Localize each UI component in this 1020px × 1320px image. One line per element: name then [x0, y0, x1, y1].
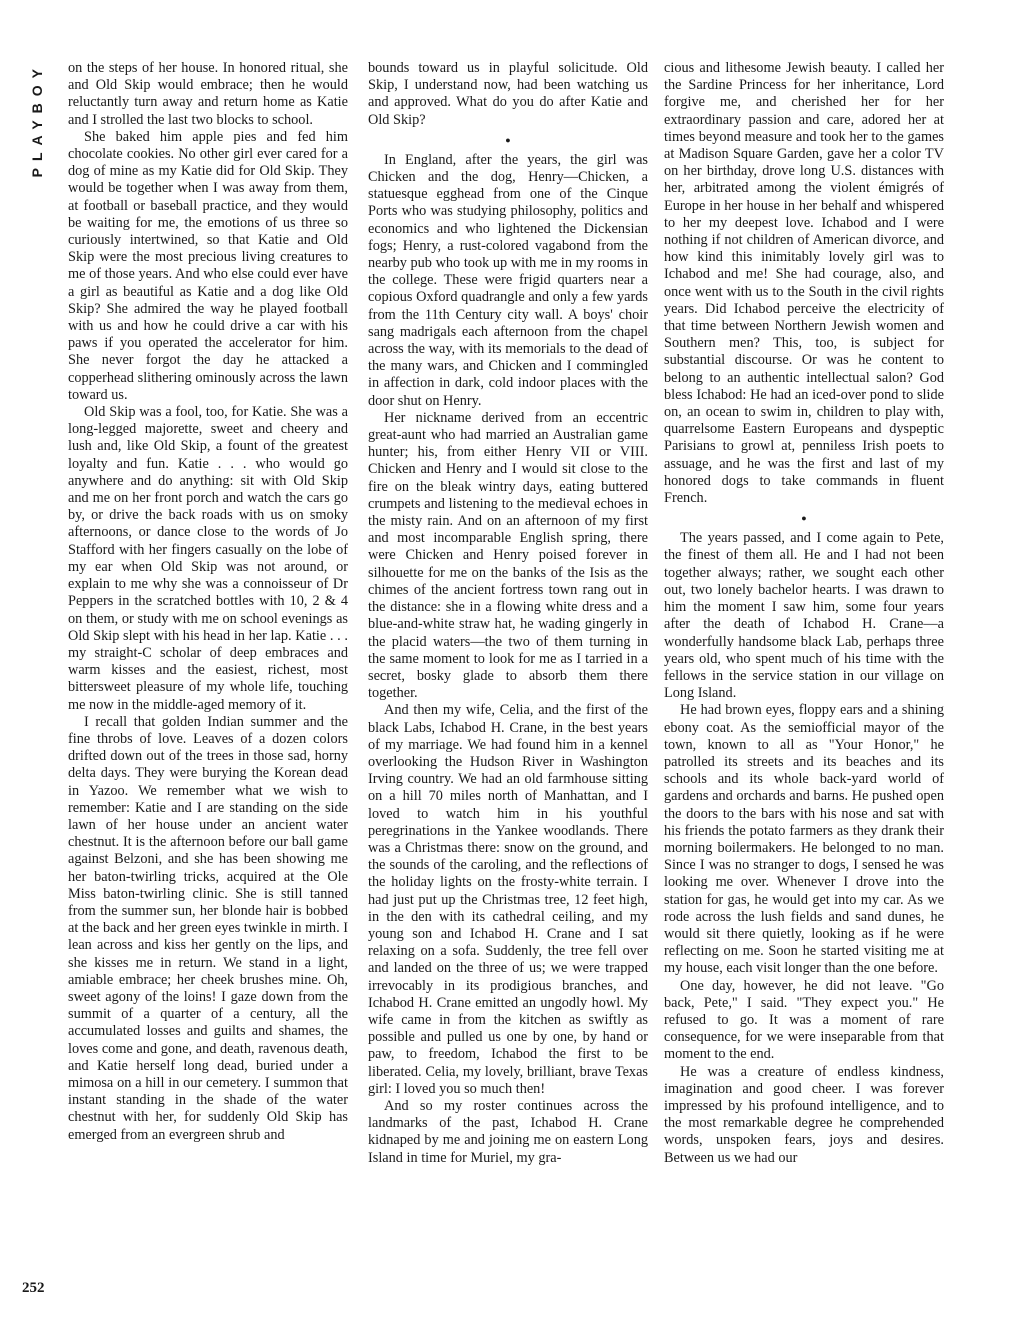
- paragraph: Her nickname derived from an eccentric great-aunt who had married an Australian game hunter; his, from either Henry VII or VIII. Chicken and Henry and I would sit close to the fire on the bleak wintry days, eating buttered crumpets and listening to the medieval echoes in the misty rain. And on an afternoon of my first and most incomparable English spring, there were Chicken and Henry poised forever in silhouette for me on the banks of the Isis as the chimes of the ancient fortress town rang out in the distance: she in a flowing white dress and a blue-and-white straw hat, he wading gingerly in the placid waters—the two of them turning in the same moment to look for me as I tarried in a secret, bosky glade to absorb them there together.: [368, 409, 648, 702]
- page-number: 252: [22, 1280, 45, 1296]
- text-column-3: [664, 60, 944, 1312]
- paragraph: cious and lithesome Jewish beauty. I called her the Sardine Princess for her inheritance, Lord forgive me, and cherished her for her extraordinary passion and care, adored her at times beyond measure and took her to the games at Madison Square Garden, gave her a color TV on her birthday, drove long U.S. distances with her, arbitrated among the violent émigrés of Europe in her house in her behalf and whispered to her my deepest love. Ichabod and I were nothing if not children of American divorce, and how kind this inimitably lovely girl was to Ichabod and me! She had courage, also, and once went with us to the South in the civil rights years. Did Ichabod perceive the electricity of that time between Northern Jewish women and Southern men? This, too, is subject for substantial discourse. Or was he content to belong to an authentic intellectual salon? God bless Ichabod: He had an iced-over pond to slide on, an ocean to swim in, children to play with, quarrelsome Eastern Europeans and dyspeptic Parisians to growl at, penniless Irish poets to assuage, and he was the first and last of my honored dogs to take commands in fluent French.: [664, 60, 944, 507]
- paragraph: Old Skip was a fool, too, for Katie. She was a long-legged majorette, sweet and cheery and lush and, like Old Skip, a fount of the greatest loyalty and fun. Katie . . . who would go anywhere and do anything: sit with Old Skip and me on her front porch and watch the cars go by, or drive the back roads with us on smoky afternoons, or dance close to the words of Jo Stafford with her fingers casually on the lobe of my ear when Old Skip was not around, or explain to me why she was a connoisseur of Dr Peppers in the scratched bottles with 10, 2 & 4 on them, or study with me on school evenings as Old Skip slept with his head in her lap. Katie . . . my straight-C scholar of deep embraces and warm kisses and the easiest, richest, most bittersweet pleasure of my whole life, touching me now in the middle-aged memory of it.: [68, 404, 348, 713]
- paragraph: She baked him apple pies and fed him chocolate cookies. No other girl ever cared for a dog of mine as my Katie did for Old Skip. They would be together when I was away from them, at football or baseball practice, and they would be waiting for me, the emotions of us three so curiously intertwined, so that Katie and Old Skip were the most precious living creatures to me of those years. And who else could ever have a girl as beautiful as Katie and a dog like Old Skip? She admired the way he played football with us and how he could drive a car with his paws if you operated the accelerator for him. She never forgot the day he attacked a copperhead slithering ominously across the lawn toward us.: [68, 128, 348, 403]
- text-column-2: [368, 60, 648, 1312]
- paragraph: He had brown eyes, floppy ears and a shining ebony coat. As the semiofficial mayor of the town, known to all as "Your Honor," he patrolled its streets and its beaches and its schools and its whole back-yard world of gardens and orchards and barns. He pushed open the doors to the bars with his nose and sat with his friends the potato farmers as they drank their morning boilermakers. He belonged to no man. Since I was no stranger to dogs, I sensed he was looking me over. Whenever I drove into the station for gas, he would get into my car. As we rode across the lush fields and sand dunes, he would sit there quietly, looking as if he were reflecting on me. Soon he started visiting me at my house, each visit longer than the one before.: [664, 702, 944, 977]
- paragraph: And then my wife, Celia, and the first of the black Labs, Ichabod H. Crane, in the best years of my marriage. We had found him in a kennel overlooking the Hudson River in Washington Irving country. We had an old farmhouse sitting on a hill 70 miles north of Manhattan, and I loved to watch him in his youthful peregrinations in the Yankee woodlands. There was a Christmas there: snow on the ground, and the sounds of the caroling, and the reflections of the holiday lights on the frosty-white terrain. I had just put up the Christmas tree, 12 feet high, in the den with its cathedral ceiling, and my young son and Ichabod H. Crane and I sat relaxing on a sofa. Suddenly, the tree fell over and landed on the three of us; we were trapped irrevocably in its prodigious branches, and Ichabod H. Crane emitted an ungodly howl. My wife came in from the kitchen as swiftly as possible and pulled us one by one, by hand or paw, to freedom, Ichabod the first to be liberated. Celia, my lovely, brilliant, brave Texas girl: I loved you so much then!: [368, 702, 648, 1097]
- paragraph: One day, however, he did not leave. "Go back, Pete," I said. "They expect you." He refused to go. It was a moment of rare consequence, for we were inseparable from that moment to the end.: [664, 977, 944, 1063]
- section-separator: ●: [505, 134, 511, 145]
- section-separator: ●: [801, 513, 807, 524]
- paragraph: The years passed, and I come again to Pete, the finest of them all. He and I had not been together always; rather, we sought each other out, two lonely bachelor hearts. I was drawn to him the moment I saw him, some four years after the death of Ichabod H. Crane—a wonderfully handsome black Lab, perhaps three years old, who spent much of his time with the fellows in the service station in our village on Long Island.: [664, 530, 944, 702]
- paragraph: bounds toward us in playful solicitude. Old Skip, I understand now, had been watching us and approved. What do you do after Katie and Old Skip?: [368, 60, 648, 128]
- magazine-masthead: PLAYBOY: [29, 62, 45, 178]
- paragraph: He was a creature of endless kindness, imagination and good cheer. I was forever impressed by his profound intelligence, and to the most remarkable degree he comprehended words, unspoken fears, joys and desires. Between us we had our: [664, 1063, 944, 1166]
- paragraph: In England, after the years, the girl was Chicken and the dog, Henry—Chicken, a statuesque egghead from one of the Cinque Ports who was studying philosophy, politics and economics and who lightened the Dickensian fogs; Henry, a rust-colored vagabond from the nearby pub who took up with me in my rooms in the college. These were frigid quarters near a copious Oxford quadrangle and only a few yards from the 11th Century city wall. A boys' choir sang madrigals each afternoon from the chapel across the way, with its memorials to the dead of the many wars, and Chicken and I commingled in affection in dark, cold indoor places with the door shut on Henry.: [368, 151, 648, 409]
- text-column-1: [68, 60, 348, 1312]
- paragraph: I recall that golden Indian summer and the fine throbs of love. Leaves of a dozen colors drifted down out of the trees in those sad, horny delta days. They were burying the Korean dead in Yazoo. We remember what we wish to remember: Katie and I are standing on the side lawn of her house under an ancient water chestnut. It is the afternoon before our ball game against Belzoni, and she has been showing me her baton-twirling tricks, acquired at the Ole Miss baton-twirling clinic. She is still tanned from the summer sun, her blonde hair is bobbed at the back and her green eyes twinkle in mirth. I lean across and kiss her gently on the lips, and she kisses me in return. We stand in a light, amiable embrace; her cheek brushes mine. Oh, sweet agony of the loins! I gaze down from the summit of a quarter of a century, all the accumulated losses and guilts and shames, the loves come and gone, and death, ravenous death, and Katie herself long dead, buried under a mimosa on a hill in our cemetery. I summon that instant standing in the shade of the water chestnut with her, for suddenly Old Skip has emerged from an evergreen shrub and: [68, 713, 348, 1143]
- paragraph: And so my roster continues across the landmarks of the past, Ichabod H. Crane kidnaped by me and joining me on eastern Long Island in time for Muriel, my gra-: [368, 1097, 648, 1166]
- paragraph: on the steps of her house. In honored ritual, she and Old Skip would embrace; then he would reluctantly turn away and return home as Katie and I strolled the last two blocks to school.: [68, 60, 348, 128]
